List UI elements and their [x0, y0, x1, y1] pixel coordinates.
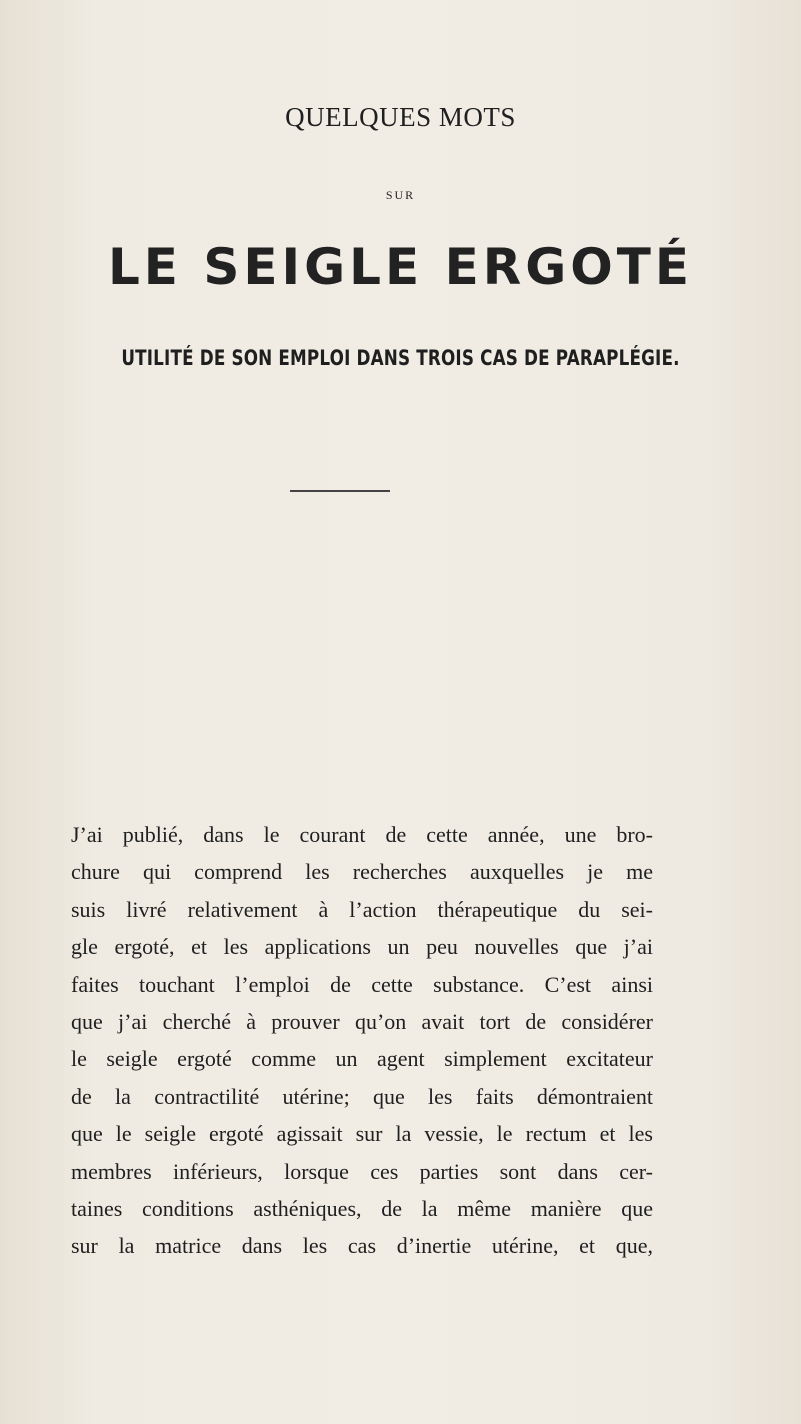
section-divider [290, 490, 390, 492]
body-line: faites touchant l’emploi de cette substance. C’est ainsi [71, 971, 653, 997]
body-line: de la contractilité utérine; que les faits démontraient [71, 1083, 653, 1109]
subtitle: UTILITÉ DE SON EMPLOI DANS TROIS CAS DE PARAPLÉGIE. [121, 346, 680, 370]
heading-connector: SUR [385, 188, 416, 202]
body-line: que j’ai cherché à prouver qu’on avait tort de considérer [71, 1009, 653, 1035]
body-line: suis livré relativement à l’action thérapeutique du sei- [71, 896, 653, 922]
body-line: gle ergoté, et les applications un peu nouvelles que j’ai [71, 934, 653, 960]
body-line: J’ai publié, dans le courant de cette année, une bro- [71, 822, 653, 847]
heading-line-1: QUELQUES MOTS [285, 102, 516, 132]
body-line: chure qui comprend les recherches auxquelles je me [71, 859, 653, 885]
main-title: LE SEIGLE ERGOTÉ [107, 238, 694, 296]
body-line: que le seigle ergoté agissait sur la vessie, le rectum et les [71, 1121, 653, 1147]
body-line: membres inférieurs, lorsque ces parties sont dans cer- [71, 1158, 653, 1184]
body-line: le seigle ergoté comme un agent simplement excitateur [71, 1046, 653, 1072]
body-line: taines conditions asthéniques, de la même manière que [71, 1196, 653, 1222]
body-line: sur la matrice dans les cas d’inertie utérine, et que, [71, 1233, 653, 1259]
body-paragraph [71, 816, 653, 1265]
